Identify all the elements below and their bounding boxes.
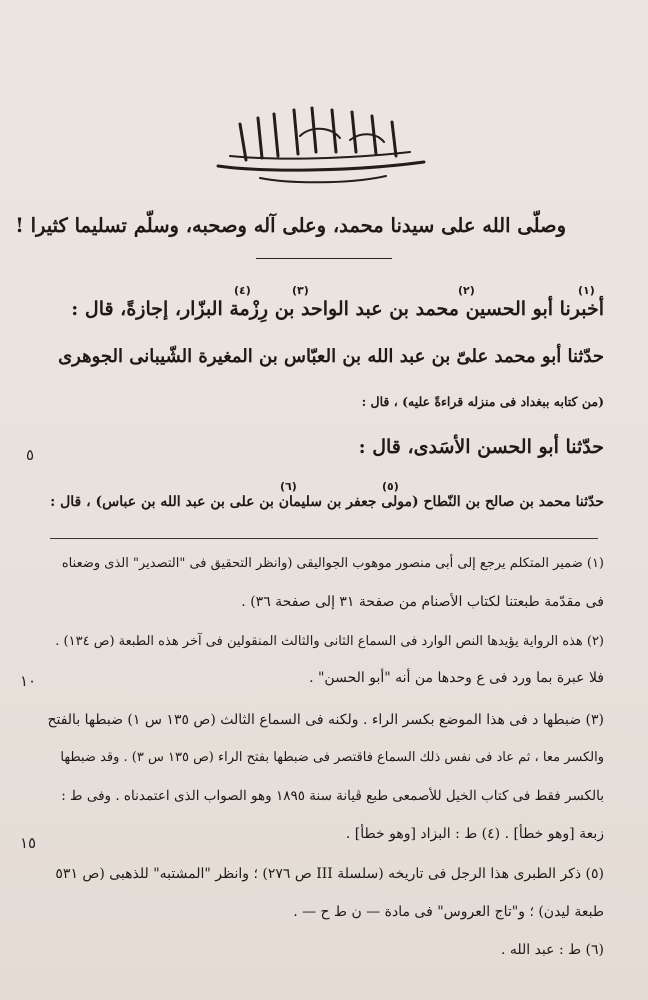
- margin-line-number-5: ٥: [26, 446, 35, 464]
- footnote-line: (٢) هذه الرواية يؤيدها النص الوارد فى السماع الثانى والثالث المنقولين فى آخر هذه الطبعة (ص ١٣٤) .: [55, 634, 604, 649]
- footnote-ref-2: (٢): [458, 284, 475, 297]
- isnad-line-1: أخبرنا أبو الحسين محمد بن عبد الواحد بن رِزْمة البزّار، إجازةً، قال :: [71, 298, 604, 320]
- blessing-line: وصلّى الله على سيدنا محمد، وعلى آله وصحبه، وسلّم تسليما كثيرا !: [15, 214, 566, 237]
- footnote-line: طبعة ليدن) ؛ و"تاج العروس" فى مادة — ن ط ح — .: [293, 904, 604, 920]
- footnote-line: فلا عبرة بما ورد فى ع وحدها من أنه "أبو الحسن" .: [309, 670, 604, 686]
- isnad-line-4: حدّثنا أبو الحسن الأسَدى، قال :: [358, 436, 604, 458]
- isnad-line-5: حدّثنا محمد بن صالح بن النّطاح (مولى جعفر بن سليمان بن على بن عبد الله بن عباس) ، قال :: [50, 494, 604, 510]
- footnote-line: زبعة [وهو خطأ] . (٤) ط : البزاد [وهو خطأ] .: [345, 826, 604, 842]
- footnote-line: والكسر معا ، ثم عاد فى نفس ذلك السماع فاقتصر فى ضبطها بفتح الراء (ص ١٣٥ س ٣) . وقد ضبطها: [60, 750, 604, 765]
- short-divider: [256, 258, 392, 259]
- basmala-calligraphy: [200, 96, 440, 188]
- footnote-ref-5: (٥): [382, 480, 399, 493]
- footnote-line: بالكسر فقط فى كتاب الخيل للأصمعى طبع ڤيانة سنة ١٨٩٥ وهو الصواب الذى اعتمدناه . وفى ط :: [61, 788, 604, 804]
- footnote-ref-6: (٦): [280, 480, 297, 493]
- footnote-divider: [50, 538, 598, 539]
- margin-line-number-15: ١٥: [20, 834, 37, 852]
- isnad-line-2: حدّثنا أبو محمد علىّ بن عبد الله بن العبّاس بن المغيرة الشّيبانى الجوهرى: [58, 346, 604, 367]
- footnote-line: (١) ضمير المتكلم يرجع إلى أبى منصور موهوب الجواليقى (وانظر التحقيق فى "التصدير" الذى وضعناه: [61, 556, 604, 571]
- footnote-line: (٣) ضبطها د فى هذا الموضع بكسر الراء . ولكنه فى السماع الثالث (ص ١٣٥ س ١) ضبطها بالفتح: [47, 712, 604, 728]
- footnote-ref-3: (٣): [292, 284, 309, 297]
- footnote-ref-4: (٤): [234, 284, 251, 297]
- footnote-line: (٦) ط : عبد الله .: [500, 942, 604, 958]
- footnote-ref-1: (١): [578, 284, 595, 297]
- isnad-line-3: (من كتابه ببغداد فى منزله قراءةً عليه) ، قال :: [361, 394, 604, 409]
- footnote-line: فى مقدّمة طبعتنا لكتاب الأصنام من صفحة ٣١ إلى صفحة ٣٦) .: [241, 594, 604, 610]
- footnote-line: (٥) ذكر الطبرى هذا الرجل فى تاريخه (سلسلة III ص ٢٧٦) ؛ وانظر "المشتبه" للذهبى (ص ٥٣١: [55, 866, 604, 882]
- margin-line-number-10: ١٠: [20, 672, 37, 690]
